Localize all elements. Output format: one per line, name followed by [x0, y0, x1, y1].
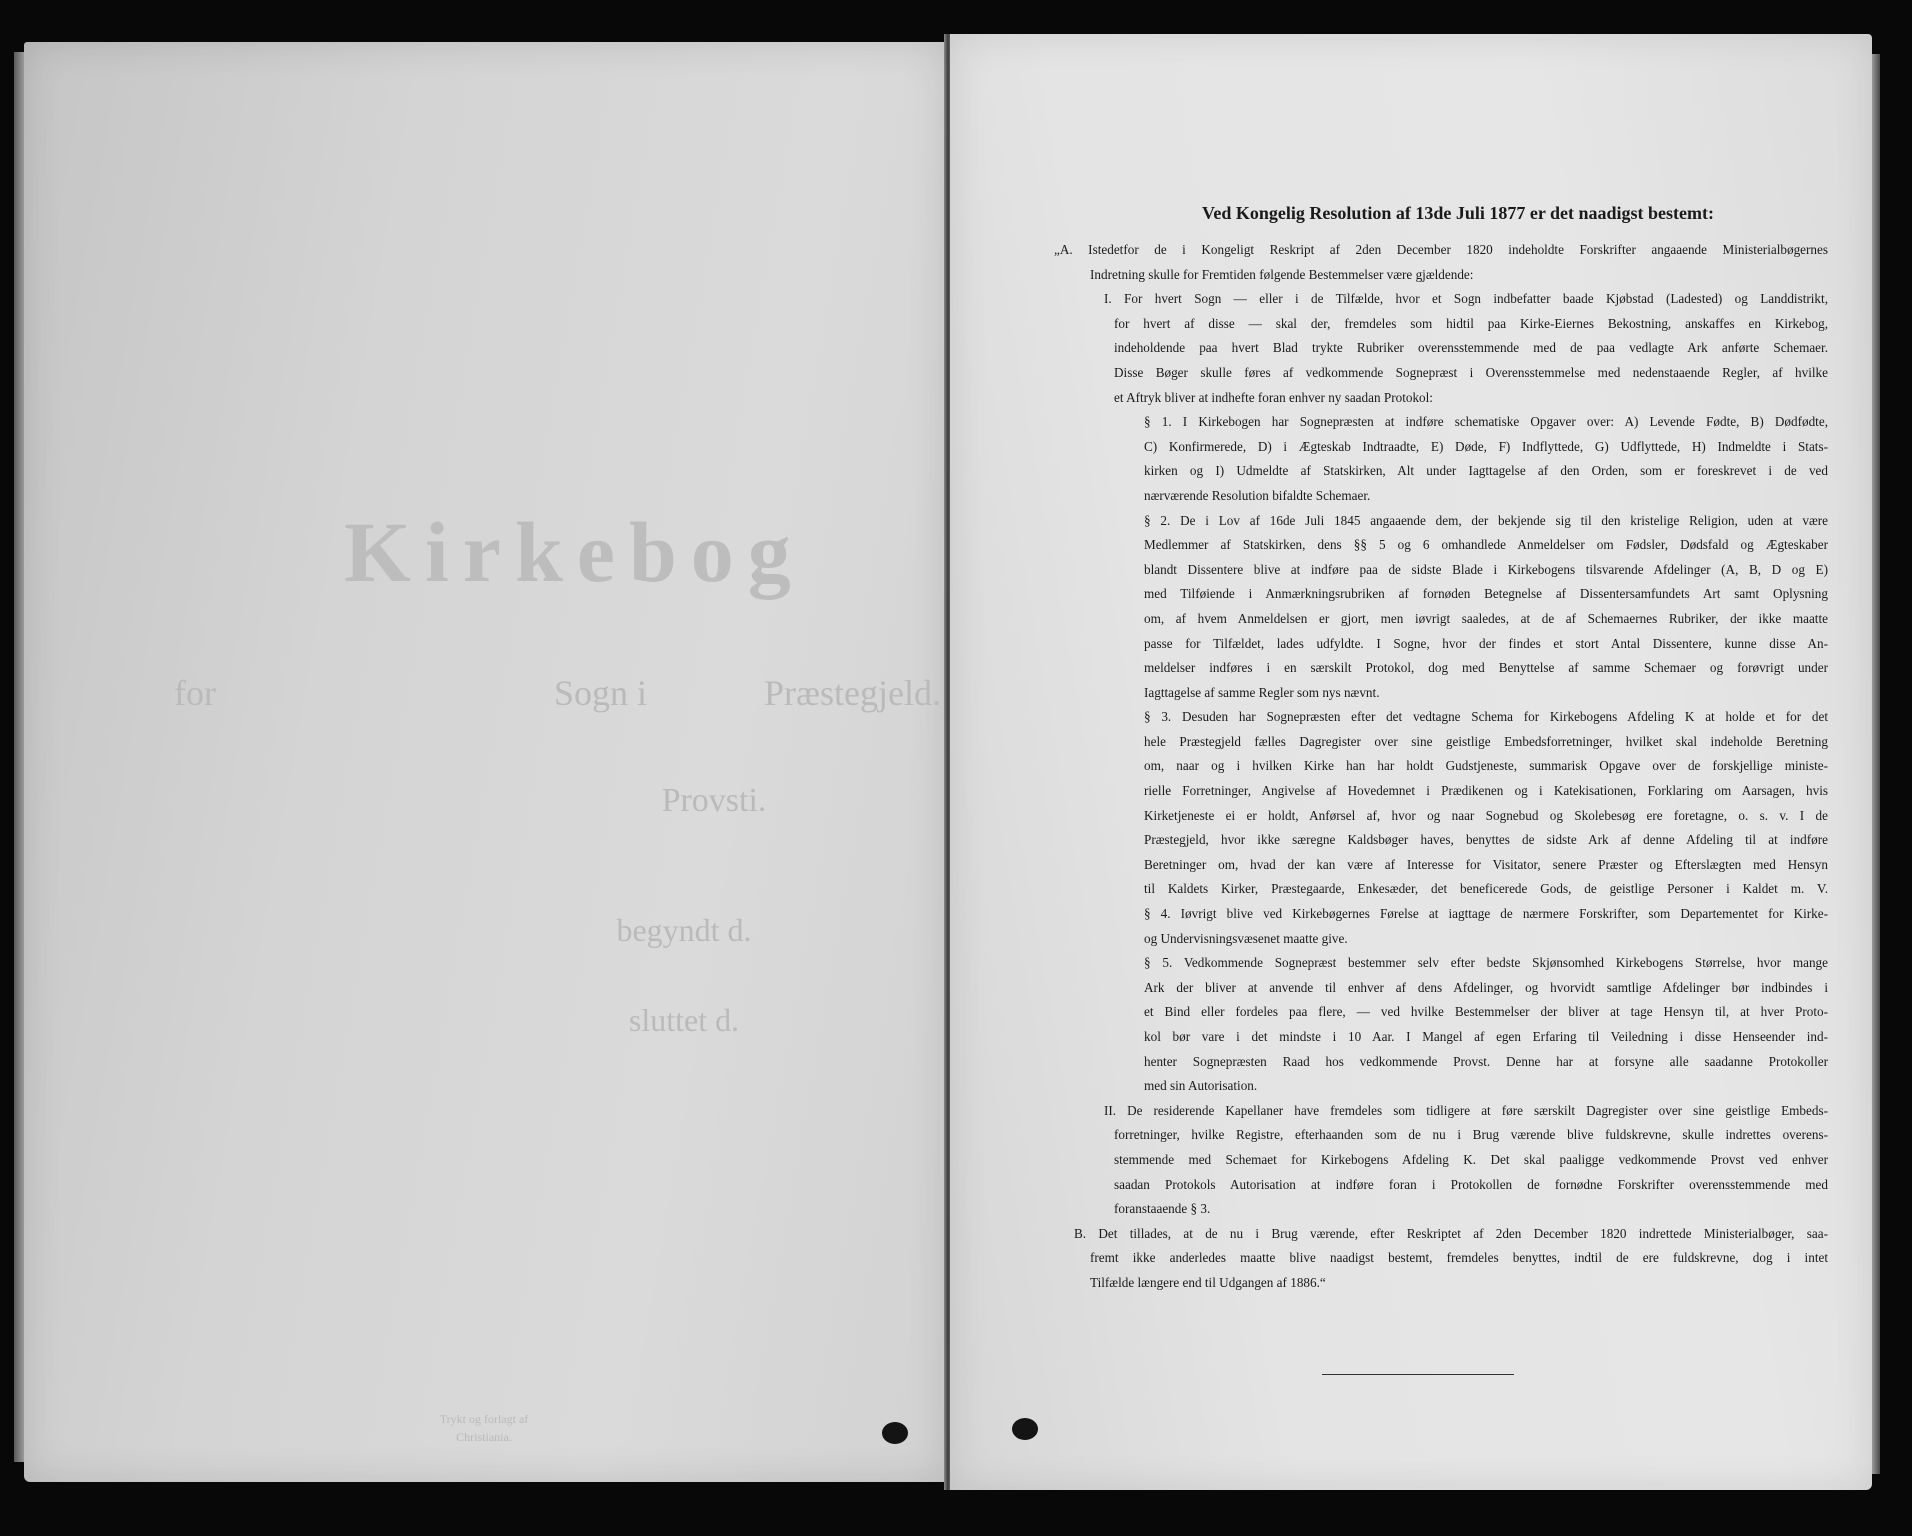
text-line: § 3. Desuden har Sognepræsten efter det vedtagne Schema for Kirkebogens Afdeling K at holde et for det	[1144, 709, 1828, 725]
text-line: blandt Dissentere blive at indføre paa de sidste Blade i Kirkebogens tilsvarende Afdelinger (A, B, D og E)	[1144, 561, 1828, 577]
sogn-word-sogn: Sogn i	[554, 673, 648, 713]
text-line: Ark der bliver at anvende til enhver af dens Afdelinger, og hvorvidt samtlige Afdelinger bør indbindes i	[1144, 979, 1828, 995]
resolution-body	[1054, 238, 1828, 1296]
text-line: nærværende Resolution bifaldte Schemaer.	[1144, 487, 1371, 503]
text-line: meldelser indføres i en særskilt Protokol, dog med Benyttelse af samme Schemaer og forøvrigt under	[1144, 660, 1828, 676]
provsti-label: Provsti.	[661, 782, 767, 819]
text-line: passe for Tilfældet, lades udfyldte. I Sogne, hvor der findes et stort Antal Dissentere, kunne disse An-	[1144, 635, 1828, 651]
text-line: Præstegjeld, hvor ikke særegne Kaldsbøger haves, benyttes de sidste Ark af denne Afdeling til at indføre	[1144, 832, 1828, 848]
text-line: Kirketjeneste ei er holdt, Anførsel af, hvor og naar Sognebud og Skolebesøg ere foretagne, o. s. v. I de	[1144, 807, 1828, 823]
faint-title: Kirkebog	[344, 504, 805, 600]
right-page-edge	[1872, 54, 1880, 1474]
text-line: et Bind eller fordeles paa flere, — ved hvilke Bestemmelser der bliver at tage Hensyn til, at hver Proto-	[1144, 1004, 1828, 1020]
text-line: rielle Forretninger, Angivelse af Hovedemnet i Prædikenen og i Katekisationen, Forklaring om Aarsagen, hvis	[1144, 783, 1828, 799]
text-line: § 5. Vedkommende Sognepræst bestemmer selv efter bedste Skjønsomhed Kirkebogens Størrelse, hvor mange	[1144, 955, 1828, 971]
closing-rule	[1322, 1374, 1514, 1375]
left-page	[24, 42, 946, 1482]
text-line: I. For hvert Sogn — eller i de Tilfælde, hvor et Sogn indbefatter baade Kjøbstad (Ladested) og Landdistrikt,	[1104, 291, 1828, 307]
text-line: § 1. I Kirkebogen har Sognepræsten at indføre schematiske Opgaver over: A) Levende Fødte, B) Dødfødte,	[1144, 414, 1828, 430]
text-line: om, af hvem Anmeldelsen er gjort, men iøvrigt saaledes, at de af Schemaernes Rubriker, der ikke maatte	[1144, 610, 1828, 626]
text-line: Indretning skulle for Fremtiden følgende Bestemmelser være gjældende:	[1090, 266, 1474, 282]
text-line: forretninger, hvilke Registre, efterhaanden som de nu i Brug værende blive fuldskrevne, skulle indrettes overens-	[1114, 1127, 1828, 1143]
text-line: kol bør vare i det mindste i 10 Aar. I Mangel af egen Erfaring til Veiledning i disse Henseender ind-	[1144, 1029, 1828, 1044]
text-line: om, naar og i hvilken Kirke han har holdt Gudstjeneste, summarisk Opgave over de forskjellige ministe-	[1144, 758, 1828, 774]
text-line: og Undervisningsvæsenet maatte give.	[1144, 930, 1348, 946]
text-line: Disse Bøger skulle føres af vedkommende Sognepræst i Overensstemmelse med nedenstaaende Regler, af hvilke	[1114, 364, 1828, 380]
text-line: § 4. Iøvrigt blive ved Kirkebøgernes Førelse at iagttage de nærmere Forskrifter, som Departementet for Kirke-	[1144, 906, 1828, 922]
text-line: hele Præstegjeld fælles Dagregister over sine geistlige Embedsforretninger, hvilket skal indeholde Beretning	[1144, 733, 1828, 749]
text-line: til Kaldets Kirker, Præstegaarde, Enkesæder, det beneficerede Gods, de geistlige Personer i Kaldet m. V.	[1144, 881, 1828, 897]
text-line: C) Konfirmerede, D) i Ægteskab Indtraadte, E) Døde, F) Indflyttede, G) Udflyttede, H) Indmeldte i Stats-	[1144, 438, 1828, 454]
text-line: med Tilføiende i Anmærkningsrubriken af fornøden Betegnelse af Dissentersamfundets Art samt Oplysning	[1144, 586, 1828, 602]
ink-blot-left	[882, 1422, 908, 1444]
text-line: foranstaaende § 3.	[1114, 1201, 1211, 1217]
resolution-text	[1054, 200, 1828, 1296]
text-line: kirken og I) Udmeldte af Statskirken, Alt under Iagttagelse af den Orden, som er foreskrevet i de ved	[1144, 463, 1828, 479]
text-line: II. De residerende Kapellaner have fremdeles som tidligere at føre særskilt Dagregister over sine geistlige Embeds-	[1104, 1102, 1828, 1118]
text-line: stemmende med Schemaet for Kirkebogens Afdeling K. Det skal paaligge vedkommende Provst ved enhver	[1114, 1151, 1828, 1167]
sogn-word-for: for	[174, 673, 216, 713]
begyndt-label: begyndt d.	[616, 912, 752, 948]
text-line: Iagttagelse af samme Regler som nys nævnt.	[1144, 684, 1380, 700]
text-line: Medlemmer af Statskirken, dens §§ 5 og 6 omhandlede Anmeldelser om Fødsler, Dødsfald og Ægteskaber	[1144, 537, 1828, 553]
imprint-line: Trykt og forlagt af	[439, 1412, 529, 1426]
sluttet-label: sluttet d.	[628, 1002, 740, 1038]
text-line: indeholdende paa hvert Blad trykte Rubriker overensstemmende med de paa vedlagte Ark anførte Schemaer.	[1114, 340, 1828, 356]
printer-imprint	[364, 1410, 604, 1446]
text-line: § 2. De i Lov af 16de Juli 1845 angaaende dem, der bekjende sig til den kristelige Religion, uden at være	[1144, 512, 1828, 528]
text-line: et Aftryk bliver at indhefte foran enhver ny saadan Protokol:	[1114, 389, 1433, 405]
ink-blot-right	[1012, 1418, 1038, 1440]
text-line: saadan Protokols Autorisation at indføre foran i Protokollen de fornødne Forskrifter overensstemmende med	[1114, 1176, 1828, 1192]
imprint-line: Christiania.	[456, 1430, 512, 1444]
text-line: B. Det tillades, at de nu i Brug værende, efter Reskriptet af 2den December 1820 indrettede Ministerialbøger, saa-	[1074, 1225, 1828, 1241]
text-line: Tilfælde længere end til Udgangen af 1886.“	[1090, 1274, 1326, 1290]
text-line: Beretninger om, hvad der kan være af Interesse for Visitator, senere Præster og Efterslægten med Hensyn	[1144, 856, 1828, 872]
text-line: henter Sognepræsten Raad hos vedkommende Provst. Denne har at forsyne alle saadanne Protokoller	[1144, 1053, 1828, 1069]
text-line: med sin Autorisation.	[1144, 1078, 1258, 1094]
resolution-heading: Ved Kongelig Resolution af 13de Juli 1877 er det naadigst bestemt:	[1201, 203, 1714, 223]
text-line: for hvert af disse — skal der, fremdeles som hidtil paa Kirke-Eiernes Bekostning, anskaffes en Kirkebog,	[1114, 315, 1828, 331]
left-page-edge	[14, 52, 24, 1462]
text-line: fremt ikke anderledes maatte blive naadigst bestemt, fremdeles benyttes, indtil de ere fuldskrevne, dog i intet	[1090, 1250, 1828, 1266]
text-line: „A. Istedetfor de i Kongeligt Reskript af 2den December 1820 indeholdte Forskrifter angaaende Ministerialbøgernes	[1054, 242, 1828, 257]
sogn-word-praestegjeld: Præstegjeld.	[764, 673, 941, 713]
